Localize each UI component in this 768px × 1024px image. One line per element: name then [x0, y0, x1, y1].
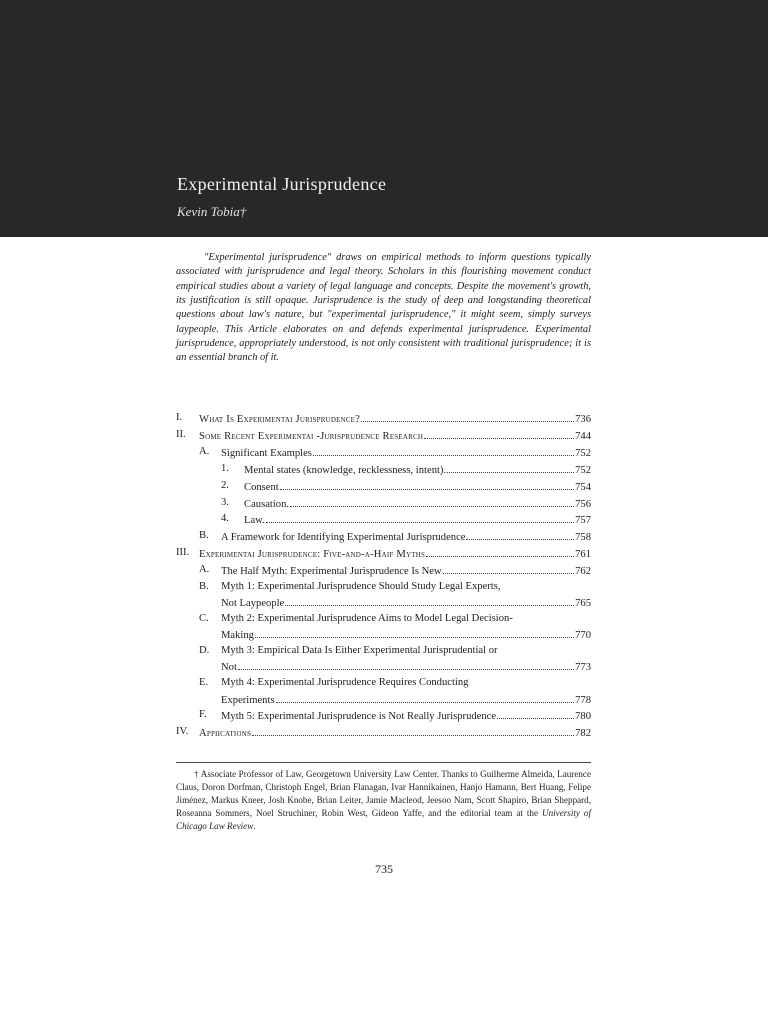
toc-entry: [221, 562, 591, 577]
toc-entry: [221, 444, 591, 459]
dot-leader: [424, 427, 574, 439]
toc-entry-page: 773: [575, 662, 591, 674]
page-number: 735: [375, 862, 393, 876]
toc-entry-number: 3.: [221, 496, 229, 508]
toc-entry-number: II.: [176, 428, 186, 440]
footnote-journal: University of Chicago Law Review: [176, 807, 591, 831]
toc-entry: [221, 594, 591, 609]
toc-entry-title: A Framework for Identifying Experimental Jurisprudence: [221, 532, 466, 544]
abstract: "Experimental jurisprudence" draws on empirical methods to inform questions typically associated with jurisprudence and legal theory. Scholars in this flourishing movement conduct empirical studies about a variety of legal language and concepts. Despite the movement's growth, its justification is still opaque. Jurisprudence is the study of deep and longstanding theoretical questions about law's nature, but "experimental jurisprudence," it might seem, simply surveys laypeople. This Article elaborates on and defends experimental jurisprudence. Experimental jurisprudence, appropriately understood, is not only consistent with traditional jurisprudence; it is an essential branch of it.: [176, 252, 591, 364]
footnote-end: .: [253, 820, 256, 831]
toc-entry-title-continued: Not Laypeople: [221, 598, 285, 610]
toc-entry-title: What Is Experimentai Jurisprudence?: [199, 414, 361, 425]
toc-entry-number: F.: [199, 709, 207, 721]
toc-entry-page: 765: [575, 598, 591, 610]
toc-entry-number: I.: [176, 412, 183, 423]
toc-entry-title: Myth 4: Experimental Jurisprudence Requires Conducting: [221, 677, 469, 689]
toc-entry-number: A.: [199, 445, 210, 457]
dot-leader: [290, 495, 574, 507]
toc-entry: [244, 461, 591, 476]
toc-entry-page: 758: [575, 532, 591, 544]
toc-entry-page: 757: [575, 515, 591, 527]
toc-entry-title: Consent: [244, 481, 279, 493]
toc-entry-title: Appiications: [199, 728, 252, 740]
toc-entry-page: 756: [575, 498, 591, 510]
toc-entry: [221, 707, 591, 722]
toc-entry: [221, 658, 591, 673]
toc-entry: [244, 478, 591, 493]
toc-entry-page: 754: [575, 481, 591, 493]
toc-entry-title: Significant Examples: [221, 447, 312, 459]
footnote-rule: [176, 762, 591, 763]
dot-leader: [313, 444, 574, 456]
toc-entry-page: 762: [575, 566, 591, 578]
toc-entry: [244, 511, 591, 526]
toc-entry-page: 752: [575, 464, 591, 476]
toc-entry-page: 744: [575, 430, 591, 442]
toc-entry-page: 752: [575, 447, 591, 459]
dot-leader: [266, 511, 574, 523]
toc-entry-number: B.: [199, 530, 209, 542]
dot-leader: [255, 626, 574, 638]
toc-entry: [199, 410, 591, 425]
toc-entry: [199, 724, 591, 739]
dot-leader: [447, 461, 574, 473]
toc-entry-number: D.: [199, 645, 210, 657]
toc-entry-page: 782: [575, 728, 591, 740]
dot-leader: [497, 707, 574, 719]
toc-entry-page: 780: [575, 711, 591, 723]
author-footnote: [176, 768, 591, 833]
dot-leader: [361, 410, 574, 422]
dot-leader: [238, 658, 574, 670]
toc-entry-number: C.: [199, 613, 209, 625]
toc-entry: [199, 545, 591, 560]
toc-entry-number: IV.: [176, 726, 189, 738]
article-author: Kevin Tobia†: [177, 204, 247, 219]
toc-entry-title: Experimentai Jurisprudence: Five-and-a-Haif Myths: [199, 549, 426, 561]
toc-entry-title: The Half Myth: Experimental Jurisprudence Is New: [221, 566, 442, 578]
dot-leader: [276, 691, 575, 703]
toc-entry-page: 761: [575, 549, 591, 561]
toc-entry-page: 770: [575, 630, 591, 642]
toc-entry-title: Mental states (knowledge, recklessness, intent).: [244, 464, 447, 476]
toc-entry-number: A.: [199, 564, 210, 576]
toc-entry: [221, 626, 591, 641]
toc-entry: [221, 691, 591, 706]
toc-entry-title-continued: Experiments: [221, 694, 275, 706]
dot-leader: [285, 594, 574, 606]
toc-entry-title: Myth 3: Empirical Data Is Either Experimental Jurisprudential or: [221, 645, 498, 657]
toc-entry-title: Myth 1: Experimental Jurisprudence Should Study Legal Experts,: [221, 581, 501, 592]
toc-entry-number: 1.: [221, 462, 229, 474]
dot-leader: [443, 562, 574, 574]
dot-leader: [252, 724, 574, 736]
footnote-text: † Associate Professor of Law, Georgetown University Law Center. Thanks to Guilherme Almeida, Laurence Claus, Doron Dorfman, Christoph Engel, Brian Flanagan, Ivar Hannikainen, Hanjo Hamann, Bert Huang, Felipe Jiménez, Markus Kneer, Josh Knobe, Brian Leiter, Jamie Macleod, Jeesoo Nam, Scott Shapiro, Brian Sheppard, Roseanna Sommers, Noel Struchiner, Robin West, Gideon Yaffe, and the editorial team at the: [176, 769, 591, 818]
toc-entry-number: E.: [199, 677, 209, 689]
dot-leader: [426, 545, 574, 557]
toc-entry-number: 2.: [221, 479, 229, 491]
toc-entry-page: 736: [575, 414, 591, 425]
article-title: Experimental Jurisprudence: [177, 174, 387, 194]
toc-entry-title: Causation.: [244, 498, 290, 510]
toc-entry-title: Myth 5: Experimental Jurisprudence is Not Really Jurisprudence: [221, 711, 497, 723]
toc-entry-title: Law.: [244, 515, 265, 527]
toc-entry-title: Myth 2: Experimental Jurisprudence Aims to Model Legal Decision-: [221, 613, 513, 625]
dot-leader: [466, 528, 574, 540]
dot-leader: [280, 478, 574, 490]
toc-entry-number: B.: [199, 581, 209, 592]
toc-entry-title-continued: Not: [221, 662, 237, 674]
toc-entry-page: 778: [575, 694, 591, 706]
toc-entry-title: Some Recent Experimentai -Jurisprudence Research: [199, 430, 424, 442]
toc-entry: [199, 427, 591, 442]
toc-entry-number: III.: [176, 547, 190, 559]
toc-entry: [221, 528, 591, 543]
toc-entry-number: 4.: [221, 513, 229, 525]
toc-entry: [244, 495, 591, 510]
header-band: [0, 0, 768, 237]
toc-entry-title-continued: Making: [221, 630, 254, 642]
